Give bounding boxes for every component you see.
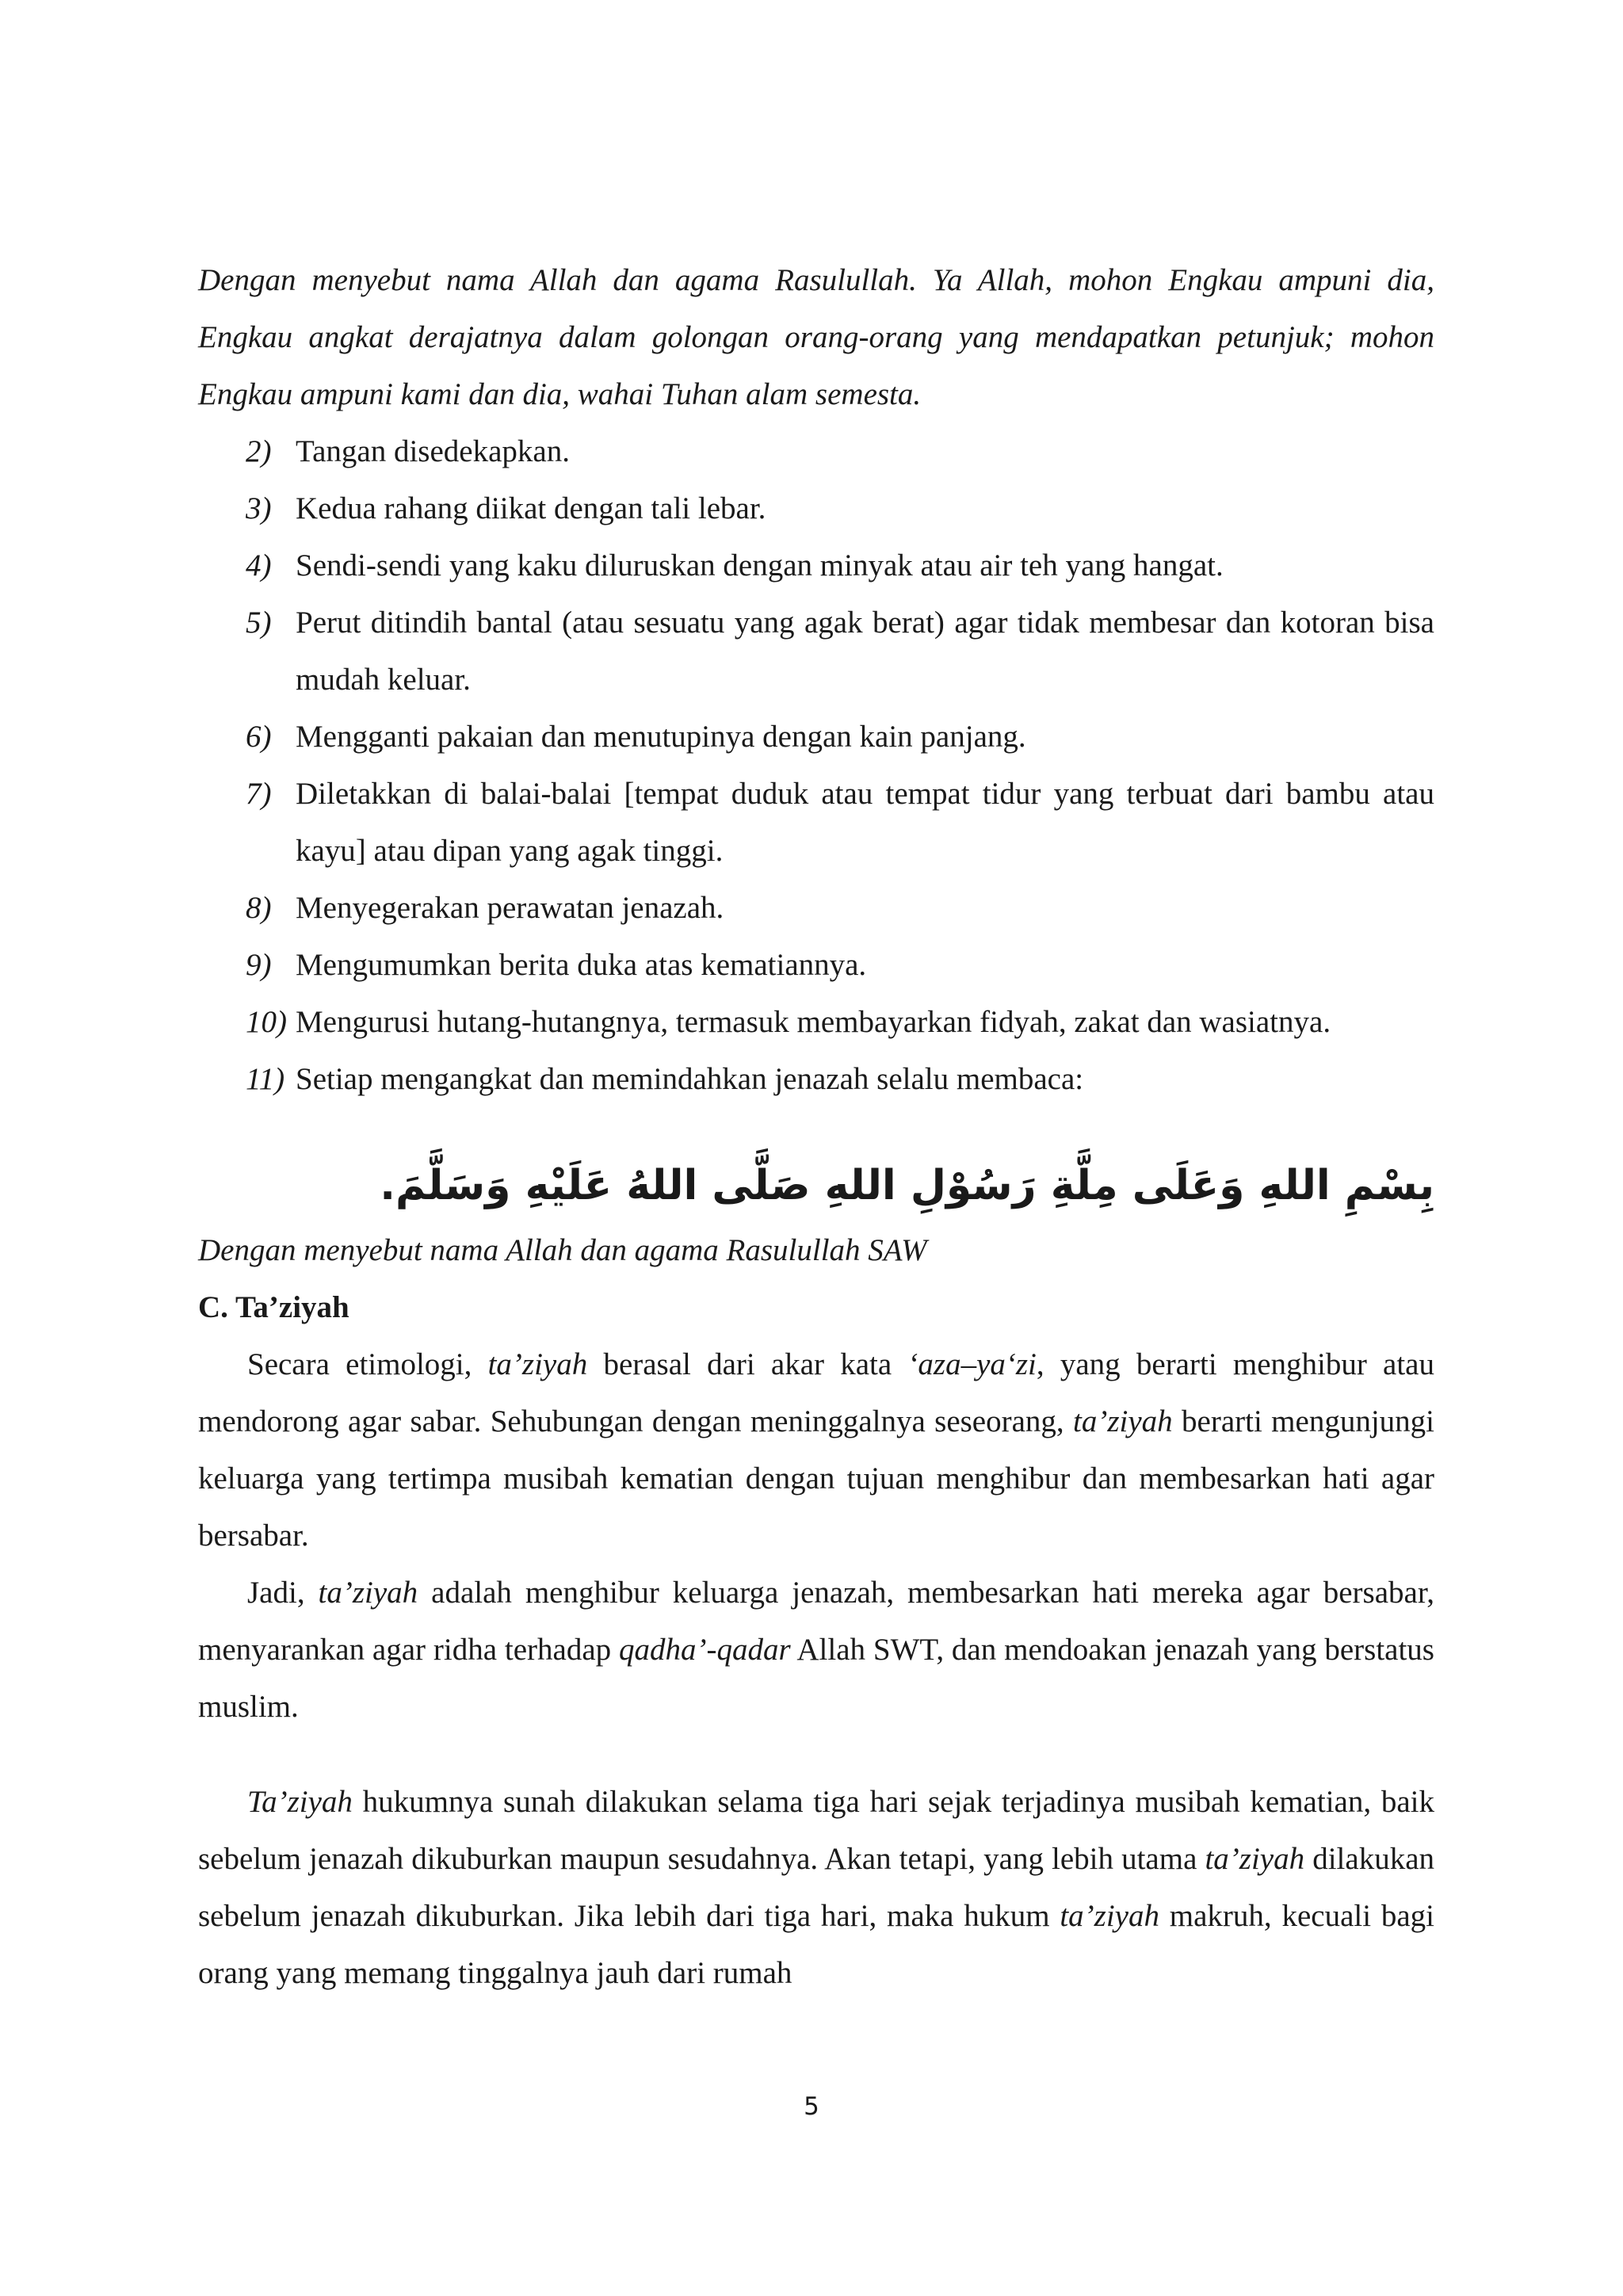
text-run: berasal dari akar kata (587, 1347, 908, 1381)
list-text: Mengurusi hutang-hutangnya, termasuk membayarkan fidyah, zakat dan wasiatnya. (296, 1005, 1331, 1039)
list-number: 10) (246, 1005, 287, 1039)
paragraph-definition (198, 1564, 1434, 1736)
list-number: 4) (246, 548, 272, 583)
arabic-prayer: بِسْمِ اللهِ وَعَلَى مِلَّةِ رَسُوْلِ اللهِ صَلَّى اللهُ عَلَيْهِ وَسَلَّمَ. (380, 1162, 1434, 1209)
text-run: Secara etimologi, (247, 1347, 488, 1381)
page-number: 5 (804, 2092, 819, 2121)
list-number: 5) (246, 606, 272, 640)
list-text: Sendi-sendi yang kaku diluruskan dengan minyak atau air teh yang hangat. (296, 548, 1224, 583)
document-page (198, 252, 1434, 2002)
text-run: berarti mengunjungi keluarga yang tertimpa musibah kematian dengan tujuan menghibur dan membesarkan hati agar bersabar. (198, 1404, 1434, 1553)
list-item (198, 994, 1434, 1051)
care-steps-list (198, 423, 1434, 1108)
italic-term: ta’ziyah (318, 1576, 418, 1610)
paragraph-ruling (198, 1774, 1434, 2002)
list-number: 6) (246, 720, 272, 754)
list-item (198, 480, 1434, 537)
italic-term: ta’ziyah (1205, 1842, 1305, 1876)
text-run: Allah SWT, dan mendoakan jenazah yang berstatus muslim. (198, 1633, 1434, 1724)
italic-term: Ta’ziyah (247, 1785, 353, 1819)
list-text: Setiap mengangkat dan memindahkan jenazah selalu membaca: (296, 1062, 1084, 1096)
italic-term: ‘aza–ya‘zi (907, 1347, 1037, 1381)
prayer-translation: Dengan menyebut nama Allah dan agama Rasulullah. Ya Allah, mohon Engkau ampuni dia, Engkau angkat derajatnya dalam golongan orang-orang yang mendapatkan petunjuk; mohon Engkau ampuni kami dan dia, wahai Tuhan alam semesta. (198, 263, 1434, 411)
list-number: 2) (246, 434, 272, 468)
list-number: 11) (246, 1062, 285, 1096)
list-number: 7) (246, 777, 272, 811)
paragraph-gap (198, 1736, 1434, 1774)
italic-term: ta’ziyah (487, 1347, 588, 1381)
list-item (198, 880, 1434, 937)
paragraph-etymology (198, 1336, 1434, 1564)
list-text: Menyegerakan perawatan jenazah. (296, 891, 724, 925)
text-run: makruh, kecuali bagi orang yang memang tinggalnya jauh dari rumah (198, 1899, 1434, 1990)
section-heading: C. Ta’ziyah (198, 1290, 349, 1324)
list-item (198, 937, 1434, 994)
list-item (198, 1051, 1434, 1108)
list-text: Mengumumkan berita duka atas kematiannya. (296, 948, 867, 982)
list-text: Mengganti pakaian dan menutupinya dengan kain panjang. (296, 720, 1026, 754)
italic-term: ta’ziyah (1073, 1404, 1173, 1438)
list-item (198, 709, 1434, 766)
text-run: Jadi, (247, 1576, 319, 1610)
list-text: Diletakkan di balai-balai [tempat duduk atau tempat tidur yang terbuat dari bambu atau kayu] atau dipan yang agak tinggi. (296, 777, 1434, 868)
list-text: Perut ditindih bantal (atau sesuatu yang agak berat) agar tidak membesar dan kotoran bisa mudah keluar. (296, 606, 1434, 697)
list-number: 3) (246, 491, 272, 525)
text-run: dilakukan sebelum jenazah dikuburkan. Jika lebih dari tiga hari, maka hukum (198, 1842, 1434, 1933)
list-text: Tangan disedekapkan. (296, 434, 570, 468)
list-item (198, 537, 1434, 594)
list-item (198, 594, 1434, 709)
list-text: Kedua rahang diikat dengan tali lebar. (296, 491, 766, 525)
list-number: 8) (246, 891, 272, 925)
italic-term: ta’ziyah (1060, 1899, 1159, 1933)
text-run: adalah menghibur keluarga jenazah, membesarkan hati mereka agar bersabar, menyarankan agar ridha terhadap (198, 1576, 1435, 1667)
list-number: 9) (246, 948, 272, 982)
text-run: hukumnya sunah dilakukan selama tiga hari sejak terjadinya musibah kematian, baik sebelum jenazah dikuburkan maupun sesudahnya. Akan tetapi, yang lebih utama (198, 1785, 1434, 1876)
list-item (198, 423, 1434, 480)
arabic-prayer-translation: Dengan menyebut nama Allah dan agama Rasulullah SAW (198, 1233, 927, 1267)
text-run: , yang berarti menghibur atau mendorong agar sabar. Sehubungan dengan meninggalnya seseorang, (198, 1347, 1434, 1438)
italic-term: qadha’-qadar (619, 1633, 791, 1667)
list-item (198, 766, 1434, 880)
